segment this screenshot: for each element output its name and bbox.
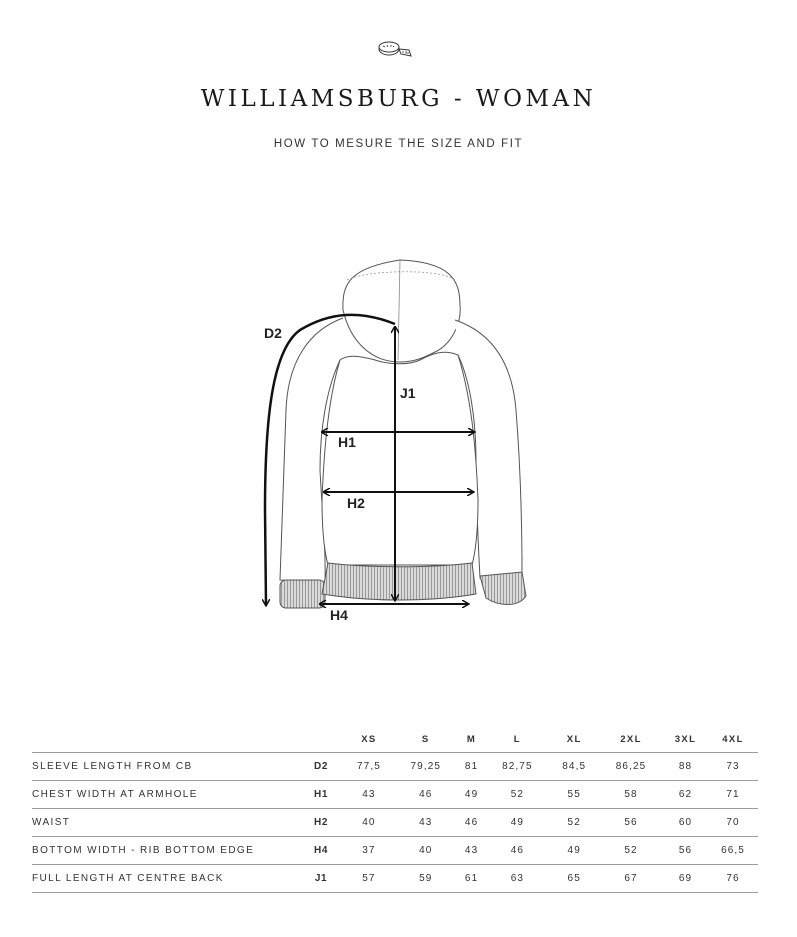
- size-value: 40: [344, 809, 394, 837]
- hoodie-measurement-diagram: [250, 250, 550, 630]
- size-value: 67: [599, 865, 663, 893]
- measure-code: D2: [298, 753, 344, 781]
- size-value: 43: [458, 837, 486, 865]
- size-value: 71: [708, 781, 758, 809]
- size-header: 3XL: [674, 734, 697, 745]
- h1-label: H1: [338, 434, 356, 450]
- size-header: L: [513, 734, 521, 745]
- measure-code: H2: [298, 809, 344, 837]
- table-row: [32, 781, 758, 809]
- size-value: 69: [663, 865, 708, 893]
- measure-code: J1: [298, 865, 344, 893]
- measure-name: WAIST: [32, 809, 298, 837]
- size-value: 61: [458, 865, 486, 893]
- table-header-blank: [32, 727, 298, 753]
- size-header: 2XL: [620, 734, 642, 745]
- size-value: 43: [394, 809, 458, 837]
- size-value: 55: [549, 781, 599, 809]
- table-row: [32, 753, 758, 781]
- size-value: 62: [663, 781, 708, 809]
- table-row: [32, 865, 758, 893]
- size-value: 52: [599, 837, 663, 865]
- size-value: 56: [599, 809, 663, 837]
- size-value: 77,5: [344, 753, 394, 781]
- size-value: 58: [599, 781, 663, 809]
- size-header: 4XL: [722, 734, 744, 745]
- size-value: 66,5: [708, 837, 758, 865]
- size-value: 46: [458, 809, 486, 837]
- page-title: WILLIAMSBURG - WOMAN: [200, 86, 597, 112]
- j1-label: J1: [400, 385, 416, 401]
- size-value: 43: [344, 781, 394, 809]
- size-header: M: [466, 734, 477, 745]
- size-value: 57: [344, 865, 394, 893]
- size-value: 49: [458, 781, 486, 809]
- d2-label: D2: [264, 325, 282, 341]
- table-row: [32, 809, 758, 837]
- size-value: 52: [485, 781, 549, 809]
- size-value: 37: [344, 837, 394, 865]
- measuring-tape-icon: [377, 40, 415, 60]
- size-value: 65: [549, 865, 599, 893]
- size-value: 49: [485, 809, 549, 837]
- size-value: 70: [708, 809, 758, 837]
- size-value: 86,25: [599, 753, 663, 781]
- size-header: XS: [361, 734, 377, 745]
- size-value: 63: [485, 865, 549, 893]
- table-row: [32, 837, 758, 865]
- size-value: 52: [549, 809, 599, 837]
- size-value: 79,25: [394, 753, 458, 781]
- size-value: 40: [394, 837, 458, 865]
- size-value: 73: [708, 753, 758, 781]
- size-value: 84,5: [549, 753, 599, 781]
- size-value: 49: [549, 837, 599, 865]
- h2-label: H2: [347, 495, 365, 511]
- size-value: 56: [663, 837, 708, 865]
- size-value: 46: [485, 837, 549, 865]
- table-header-code: [298, 727, 344, 753]
- page-subtitle: HOW TO MESURE THE SIZE AND FIT: [273, 138, 524, 150]
- measure-name: BOTTOM WIDTH - RIB BOTTOM EDGE: [32, 837, 298, 865]
- size-chart-table: [32, 727, 758, 893]
- measure-code: H1: [298, 781, 344, 809]
- size-header: S: [421, 734, 430, 745]
- size-value: 81: [458, 753, 486, 781]
- hood-outline: [343, 260, 460, 362]
- h4-label: H4: [330, 607, 348, 623]
- measure-name: CHEST WIDTH AT ARMHOLE: [32, 781, 298, 809]
- size-value: 59: [394, 865, 458, 893]
- size-header: XL: [566, 734, 582, 745]
- size-value: 88: [663, 753, 708, 781]
- measure-name: FULL LENGTH AT CENTRE BACK: [32, 865, 298, 893]
- size-value: 82,75: [485, 753, 549, 781]
- size-value: 60: [663, 809, 708, 837]
- table-header-row: [32, 727, 758, 753]
- measure-name: SLEEVE LENGTH FROM CB: [32, 753, 298, 781]
- measure-code: H4: [298, 837, 344, 865]
- size-value: 76: [708, 865, 758, 893]
- size-value: 46: [394, 781, 458, 809]
